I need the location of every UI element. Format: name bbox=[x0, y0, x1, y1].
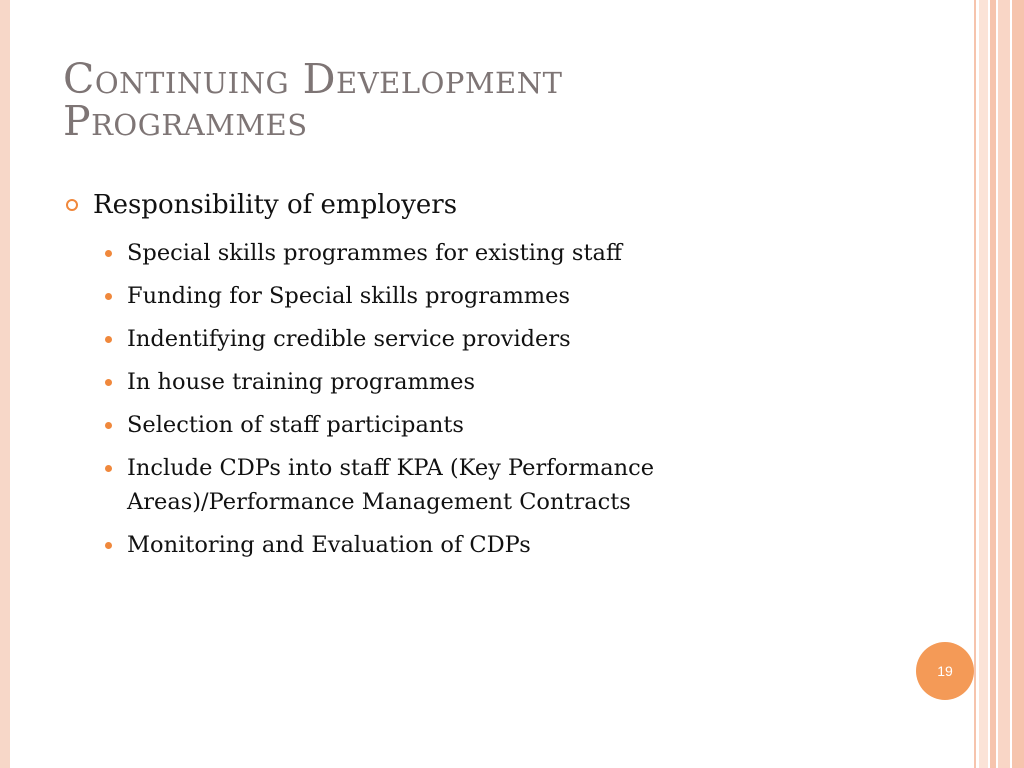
right-border-stripe bbox=[998, 0, 1010, 768]
right-border-stripe bbox=[1012, 0, 1024, 768]
left-border-strip bbox=[0, 0, 10, 768]
sub-bullet-item bbox=[105, 279, 825, 313]
right-border-stripe bbox=[974, 0, 976, 768]
sub-bullet-item bbox=[105, 408, 825, 442]
dot-bullet-icon bbox=[105, 293, 112, 300]
right-border-stripe bbox=[990, 0, 996, 768]
sub-bullet-text: Funding for Special skills programmes bbox=[127, 283, 570, 309]
sub-bullet-list bbox=[105, 236, 825, 571]
dot-bullet-icon bbox=[105, 250, 112, 257]
right-border-stripe bbox=[979, 0, 988, 768]
sub-bullet-item bbox=[105, 528, 825, 562]
slide-title-line-1: Continuing Development bbox=[63, 55, 563, 103]
sub-bullet-text: Special skills programmes for existing staff bbox=[127, 240, 622, 266]
sub-bullet-text: Include CDPs into staff KPA (Key Performance Areas)/Performance Management Contracts bbox=[127, 455, 655, 515]
dot-bullet-icon bbox=[105, 422, 112, 429]
dot-bullet-icon bbox=[105, 379, 112, 386]
sub-bullet-item bbox=[105, 236, 825, 270]
main-bullet-point bbox=[66, 190, 457, 220]
slide-title-line-2: Programmes bbox=[63, 97, 308, 145]
sub-bullet-item bbox=[105, 322, 825, 356]
dot-bullet-icon bbox=[105, 336, 112, 343]
dot-bullet-icon bbox=[105, 542, 112, 549]
sub-bullet-text: Indentifying credible service providers bbox=[127, 326, 571, 352]
sub-bullet-item bbox=[105, 365, 825, 399]
page-number: 19 bbox=[937, 663, 953, 679]
dot-bullet-icon bbox=[105, 465, 112, 472]
sub-bullet-text: Selection of staff participants bbox=[127, 412, 464, 438]
main-bullet-text: Responsibility of employers bbox=[93, 190, 458, 220]
sub-bullet-text: In house training programmes bbox=[127, 369, 476, 395]
sub-bullet-item bbox=[105, 451, 825, 519]
slide-title bbox=[63, 55, 943, 145]
sub-bullet-text: Monitoring and Evaluation of CDPs bbox=[127, 532, 531, 558]
page-number-badge bbox=[916, 642, 974, 700]
ring-bullet-icon bbox=[66, 199, 78, 211]
